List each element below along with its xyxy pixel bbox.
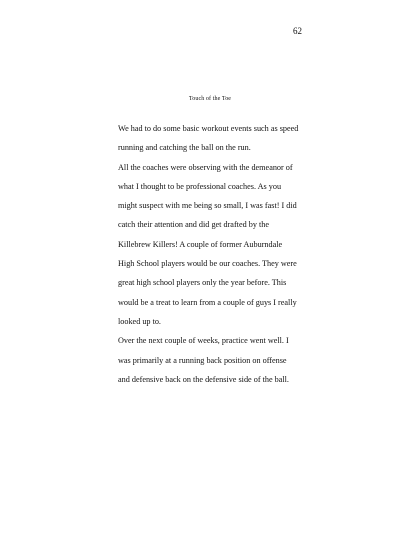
text-line: All the coaches were observing with the demeanor of: [118, 162, 293, 172]
text-line: would be a treat to learn from a couple of guys I really: [118, 297, 297, 307]
running-title: Touch of the Toe: [188, 96, 232, 102]
text-line: catch their attention and did get drafted by the: [118, 220, 269, 230]
text-line: great high school players only the year before. This: [118, 278, 287, 288]
text-line: looked up to.: [118, 316, 161, 326]
body-text: [118, 119, 323, 389]
text-line: High School players would be our coaches. They were: [118, 259, 297, 269]
text-line: We had to do some basic workout events such as speed: [118, 124, 299, 133]
text-line: was primarily at a running back position on offense: [118, 355, 287, 365]
text-line: running and catching the ball on the run.: [118, 143, 251, 153]
text-line: what I thought to be professional coaches. As you: [118, 181, 282, 191]
text-line: and defensive back on the defensive side of the ball.: [118, 374, 289, 384]
text-line: might suspect with me being so small, I was fast! I did: [118, 201, 297, 211]
page-number: 62: [293, 26, 302, 36]
text-line: Killebrew Killers! A couple of former Auburndale: [118, 239, 283, 249]
text-line: Over the next couple of weeks, practice went well. I: [118, 336, 289, 346]
